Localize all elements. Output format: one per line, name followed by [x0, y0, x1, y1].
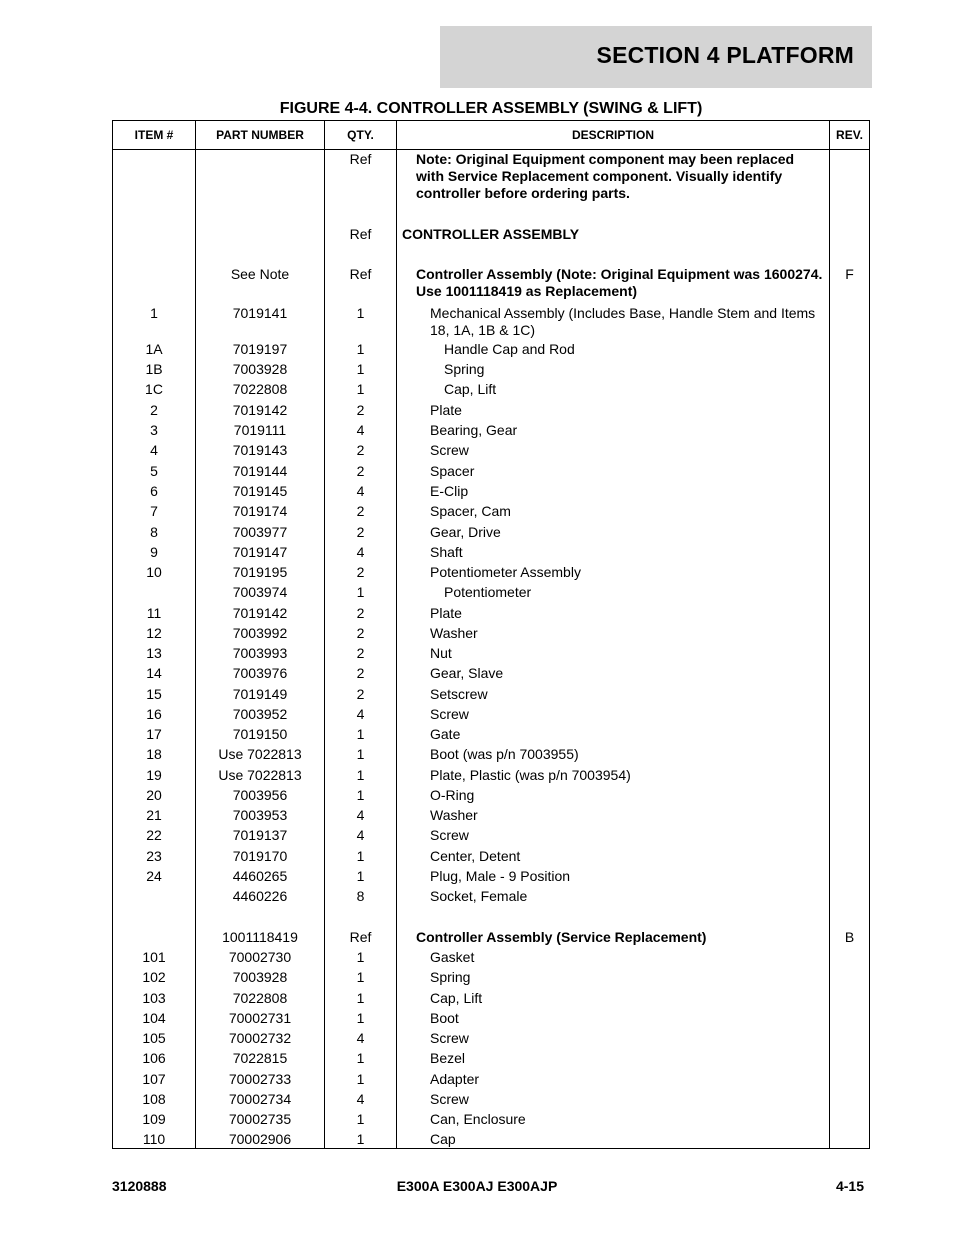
description: Adapter [430, 1071, 480, 1087]
description: Gate [430, 726, 461, 742]
item-number: 1 [150, 305, 158, 321]
part-number: 70002732 [228, 1030, 292, 1046]
description: Screw [430, 827, 469, 843]
part-number: 7019141 [232, 305, 288, 321]
description: Can, Enclosure [430, 1111, 526, 1127]
part-number: 7019137 [232, 827, 288, 843]
item-number: 18 [146, 746, 162, 762]
part-number: 70002730 [228, 949, 292, 965]
part-number: 7019111 [233, 422, 287, 438]
part-number: 7019143 [232, 442, 288, 458]
quantity: 4 [356, 544, 365, 560]
quantity: 2 [356, 686, 365, 702]
quantity: 4 [356, 827, 365, 843]
quantity: Ref [349, 929, 372, 945]
description: Screw [430, 1030, 469, 1046]
quantity: 1 [356, 726, 365, 742]
item-number: 5 [150, 463, 158, 479]
item-number: 17 [146, 726, 162, 742]
description: Spring [430, 969, 471, 985]
item-number: 108 [142, 1091, 166, 1107]
part-number: 7003952 [232, 706, 288, 722]
quantity: 1 [356, 949, 365, 965]
quantity: 1 [356, 1111, 365, 1127]
quantity: 1 [356, 361, 365, 377]
header-item: ITEM # [134, 128, 174, 142]
description: Mechanical Assembly (Includes Base, Handle Stem and Items 18, 1A, 1B & 1C) [430, 305, 816, 338]
item-number: 103 [142, 990, 166, 1006]
header-description: DESCRIPTION [571, 128, 654, 142]
part-number: 4460265 [232, 868, 288, 884]
part-number: 7003953 [232, 807, 288, 823]
footer-page-number: 4-15 [835, 1178, 864, 1194]
item-number: 8 [150, 524, 158, 540]
description: E-Clip [430, 483, 469, 499]
quantity: 1 [356, 990, 365, 1006]
footer-models: E300A E300AJ E300AJP [396, 1178, 558, 1194]
description: CONTROLLER ASSEMBLY [402, 226, 580, 242]
item-number: 1C [145, 381, 163, 397]
quantity: 1 [356, 1010, 365, 1026]
quantity: Ref [349, 151, 372, 167]
description: Washer [430, 807, 478, 823]
part-number: 70002731 [228, 1010, 292, 1026]
item-number: 11 [146, 605, 162, 621]
part-number: 70002906 [228, 1131, 292, 1147]
item-number: 10 [146, 564, 162, 580]
item-number: 104 [142, 1010, 166, 1026]
item-number: 22 [146, 827, 162, 843]
part-number: 7019144 [232, 463, 288, 479]
item-number: 4 [150, 442, 158, 458]
part-number: Use 7022813 [218, 746, 302, 762]
item-number: 13 [146, 645, 162, 661]
item-number: 19 [146, 767, 162, 783]
part-number: 7003928 [232, 361, 288, 377]
quantity: 2 [356, 665, 365, 681]
description: Gear, Drive [430, 524, 501, 540]
parts-table [112, 120, 870, 1149]
item-number: 109 [142, 1111, 166, 1127]
item-number: 6 [150, 483, 158, 499]
description: O-Ring [430, 787, 475, 803]
item-number: 105 [142, 1030, 166, 1046]
item-number: 9 [150, 544, 158, 560]
description: Cap, Lift [444, 381, 497, 397]
header-rev: REV. [836, 128, 863, 142]
figure-title: FIGURE 4-4. CONTROLLER ASSEMBLY (SWING & LIFT) [279, 100, 703, 117]
item-number: 15 [146, 686, 162, 702]
quantity: 2 [356, 524, 365, 540]
quantity: 1 [356, 767, 365, 783]
item-number: 110 [142, 1131, 166, 1147]
description: Socket, Female [430, 888, 528, 904]
item-number: 106 [142, 1050, 166, 1066]
description: Potentiometer Assembly [430, 564, 581, 580]
description: Washer [430, 625, 478, 641]
part-number: 7019174 [232, 503, 288, 519]
header-divider [113, 149, 869, 150]
item-number: 1A [145, 341, 163, 357]
quantity: 1 [356, 746, 365, 762]
description: Handle Cap and Rod [444, 341, 575, 357]
part-number: 7003956 [232, 787, 288, 803]
quantity: 4 [356, 483, 365, 499]
description: Screw [430, 1091, 469, 1107]
quantity: Ref [349, 266, 372, 282]
description: Note: Original Equipment component may been replaced with Service Replacement component. Visually identify controller before ordering parts. [416, 151, 795, 201]
quantity: 1 [356, 341, 365, 357]
item-number: 1B [145, 361, 163, 377]
part-number: 7003993 [232, 645, 288, 661]
part-number: 70002735 [228, 1111, 292, 1127]
quantity: 1 [356, 584, 365, 600]
quantity: 1 [356, 381, 365, 397]
item-number: 7 [150, 503, 158, 519]
description: Screw [430, 706, 469, 722]
item-number: 24 [146, 868, 162, 884]
part-number: 70002734 [228, 1091, 292, 1107]
description: Potentiometer [444, 584, 532, 600]
part-number: 7003974 [232, 584, 288, 600]
part-number: Use 7022813 [218, 767, 302, 783]
part-number: 7003977 [232, 524, 288, 540]
quantity: 1 [356, 868, 365, 884]
description: Gear, Slave [430, 665, 504, 681]
item-number: 107 [142, 1071, 166, 1087]
description: Boot [430, 1010, 459, 1026]
revision: F [845, 266, 854, 282]
header-qty: QTY. [347, 128, 374, 142]
description: Cap [430, 1131, 456, 1147]
quantity: 1 [356, 1050, 365, 1066]
part-number: 7022808 [232, 990, 288, 1006]
part-number: 7003992 [232, 625, 288, 641]
quantity: 4 [356, 1030, 365, 1046]
description: Plug, Male - 9 Position [430, 868, 571, 884]
description: Spring [444, 361, 485, 377]
part-number: 7003976 [232, 665, 288, 681]
description: Screw [430, 442, 469, 458]
header-part-number: PART NUMBER [216, 128, 304, 142]
description: Plate [430, 605, 462, 621]
part-number: 7019195 [232, 564, 288, 580]
description: Spacer, Cam [430, 503, 511, 519]
part-number: 7019150 [232, 726, 288, 742]
item-number: 102 [142, 969, 166, 985]
item-number: 14 [146, 665, 162, 681]
item-number: 12 [146, 625, 162, 641]
part-number: 7019142 [232, 402, 288, 418]
quantity: 2 [356, 645, 365, 661]
part-number: 7019142 [232, 605, 288, 621]
item-number: 101 [142, 949, 166, 965]
quantity: 4 [356, 807, 365, 823]
description: Nut [430, 645, 452, 661]
revision: B [844, 929, 855, 945]
quantity: 2 [356, 625, 365, 641]
item-number: 21 [146, 807, 162, 823]
quantity: 1 [356, 1131, 365, 1147]
quantity: 4 [356, 1091, 365, 1107]
part-number: 7022815 [232, 1050, 288, 1066]
part-number: 70002733 [228, 1071, 292, 1087]
quantity: 8 [356, 888, 365, 904]
quantity: 4 [356, 422, 365, 438]
part-number: 7019197 [232, 341, 288, 357]
quantity: 1 [356, 305, 365, 321]
description: Bezel [430, 1050, 466, 1066]
description: Gasket [430, 949, 475, 965]
quantity: 1 [356, 848, 365, 864]
part-number: 4460226 [232, 888, 288, 904]
quantity: Ref [349, 226, 372, 242]
part-number: 7022808 [232, 381, 288, 397]
part-number: 7003928 [232, 969, 288, 985]
description: Bearing, Gear [430, 422, 518, 438]
description: Shaft [430, 544, 463, 560]
quantity: 1 [356, 1071, 365, 1087]
item-number: 20 [146, 787, 162, 803]
item-number: 3 [150, 422, 158, 438]
quantity: 2 [356, 605, 365, 621]
description: Plate [430, 402, 462, 418]
quantity: 4 [356, 706, 365, 722]
description: Boot (was p/n 7003955) [430, 746, 579, 762]
section-title: SECTION 4 PLATFORM [596, 42, 854, 68]
part-number: 7019145 [232, 483, 288, 499]
item-number: 23 [146, 848, 162, 864]
section-header [440, 26, 872, 88]
part-number: See Note [230, 266, 290, 282]
quantity: 2 [356, 503, 365, 519]
quantity: 2 [356, 463, 365, 479]
quantity: 2 [356, 442, 365, 458]
description: Center, Detent [430, 848, 521, 864]
description: Plate, Plastic (was p/n 7003954) [430, 767, 631, 783]
quantity: 2 [356, 402, 365, 418]
part-number: 1001118419 [222, 929, 298, 945]
quantity: 2 [356, 564, 365, 580]
description: Spacer [430, 463, 475, 479]
item-number: 16 [146, 706, 162, 722]
description: Setscrew [430, 686, 488, 702]
part-number: 7019149 [232, 686, 288, 702]
description: Controller Assembly (Service Replacement) [416, 929, 707, 945]
quantity: 1 [356, 969, 365, 985]
description: Cap, Lift [430, 990, 483, 1006]
description: Controller Assembly (Note: Original Equipment was 1600274. Use 1001118419 as Replacement) [416, 266, 823, 299]
part-number: 7019147 [232, 544, 288, 560]
quantity: 1 [356, 787, 365, 803]
footer-doc-number: 3120888 [112, 1178, 167, 1194]
part-number: 7019170 [232, 848, 288, 864]
item-number: 2 [150, 402, 158, 418]
